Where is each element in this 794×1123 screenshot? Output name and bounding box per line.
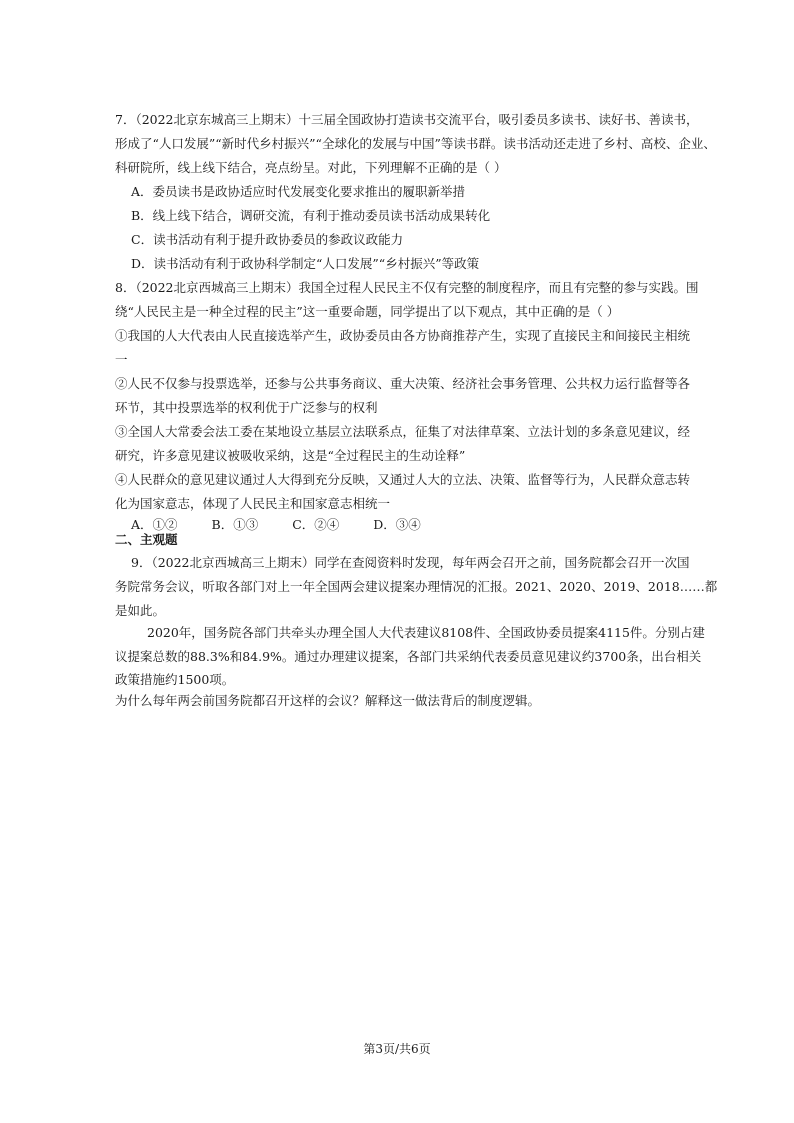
q8-statement-4: ④人民群众的意见建议通过人大得到充分反映，又通过人大的立法、决策、监督等行为，人民群众意志转 xyxy=(115,472,691,487)
q8-statement-2-cont: 环节，其中投票选举的权利优于广泛参与的权利 xyxy=(115,400,378,415)
q8-statement-2: ②人民不仅参与投票选举，还参与公共事务商议、重大决策、经济社会事务管理、公共权力运行监督等各 xyxy=(115,376,691,391)
section-heading: 二、主观题 xyxy=(115,532,178,547)
q8-choice-d: D．③④ xyxy=(373,517,421,532)
page-number: 第3页/共6页 xyxy=(363,1042,431,1056)
q8-choices xyxy=(131,517,451,533)
q9-para1-line2: 务院常务会议，听取各部门对上一年全国两会建议提案办理情况的汇报。2021、2020、2019、2018……都 xyxy=(115,579,718,594)
q8-statement-1: ①我国的人大代表由人民直接选举产生，政协委员由各方协商推荐产生，实现了直接民主和间接民主相统 xyxy=(115,328,691,343)
q8-choice-b: B．①③ xyxy=(211,517,259,532)
q9-para1-line1: 9．（2022北京西城高三上期末）同学在查阅资料时发现，每年两会召开之前，国务院都会召开一次国 xyxy=(131,555,690,570)
q7-option-c: C．读书活动有利于提升政协委员的参政议政能力 xyxy=(131,232,404,247)
q8-stem-line1: 8．（2022北京西城高三上期末）我国全过程人民民主不仅有完整的制度程序，而且有完整的参与实践。围 xyxy=(115,280,699,295)
q9-para2-line1: 2020年，国务院各部门共牵头办理全国人大代表建议8108件、全国政协委员提案4115件。分别占建 xyxy=(147,625,705,640)
q7-option-d: D．读书活动有利于政协科学制定“人口发展”“乡村振兴”等政策 xyxy=(131,256,480,271)
q8-statement-3: ③全国人大常委会法工委在某地设立基层立法联系点，征集了对法律草案、立法计划的多条意见建议，经 xyxy=(115,424,691,439)
q8-choice-c: C．②④ xyxy=(292,517,340,532)
q7-option-a: A．委员读书是政协适应时代发展变化要求推出的履职新举措 xyxy=(131,184,466,199)
q9-para2-line2: 议提案总数的88.3%和84.9%。通过办理建议提案，各部门共采纳代表委员意见建议约3700条，出台相关 xyxy=(115,649,702,664)
q9-para1-line3: 是如此。 xyxy=(115,603,166,618)
q8-statement-4-cont: 化为国家意志，体现了人民民主和国家意志相统一 xyxy=(115,496,391,511)
q8-stem-line2: 绕“人民民主是一种全过程的民主”这一重要命题，同学提出了以下观点，其中正确的是（ ） xyxy=(115,304,620,319)
q7-stem-line1: 7．（2022北京东城高三上期末）十三届全国政协打造读书交流平台，吸引委员多读书、读好书、善读书， xyxy=(115,112,699,127)
q7-stem-line3: 科研院所，线上线下结合，亮点纷呈。对此，下列理解不正确的是（ ） xyxy=(115,160,507,175)
q8-statement-3-cont: 研究，许多意见建议被吸收采纳，这是“全过程民主的生动诠释” xyxy=(115,448,466,463)
q9-para2-line3: 政策措施约1500项。 xyxy=(115,672,235,687)
q7-option-b: B．线上线下结合，调研交流，有利于推动委员读书活动成果转化 xyxy=(131,208,491,223)
q8-statement-1-cont: 一 xyxy=(115,352,128,367)
q7-stem-line2: 形成了“人口发展”“新时代乡村振兴”“全球化的发展与中国”等读书群。读书活动还走进了乡村、高校、企业、 xyxy=(115,136,716,151)
q8-choice-a: A．①② xyxy=(131,517,178,532)
q9-question: 为什么每年两会前国务院都召开这样的会议？解释这一做法背后的制度逻辑。 xyxy=(115,693,541,708)
